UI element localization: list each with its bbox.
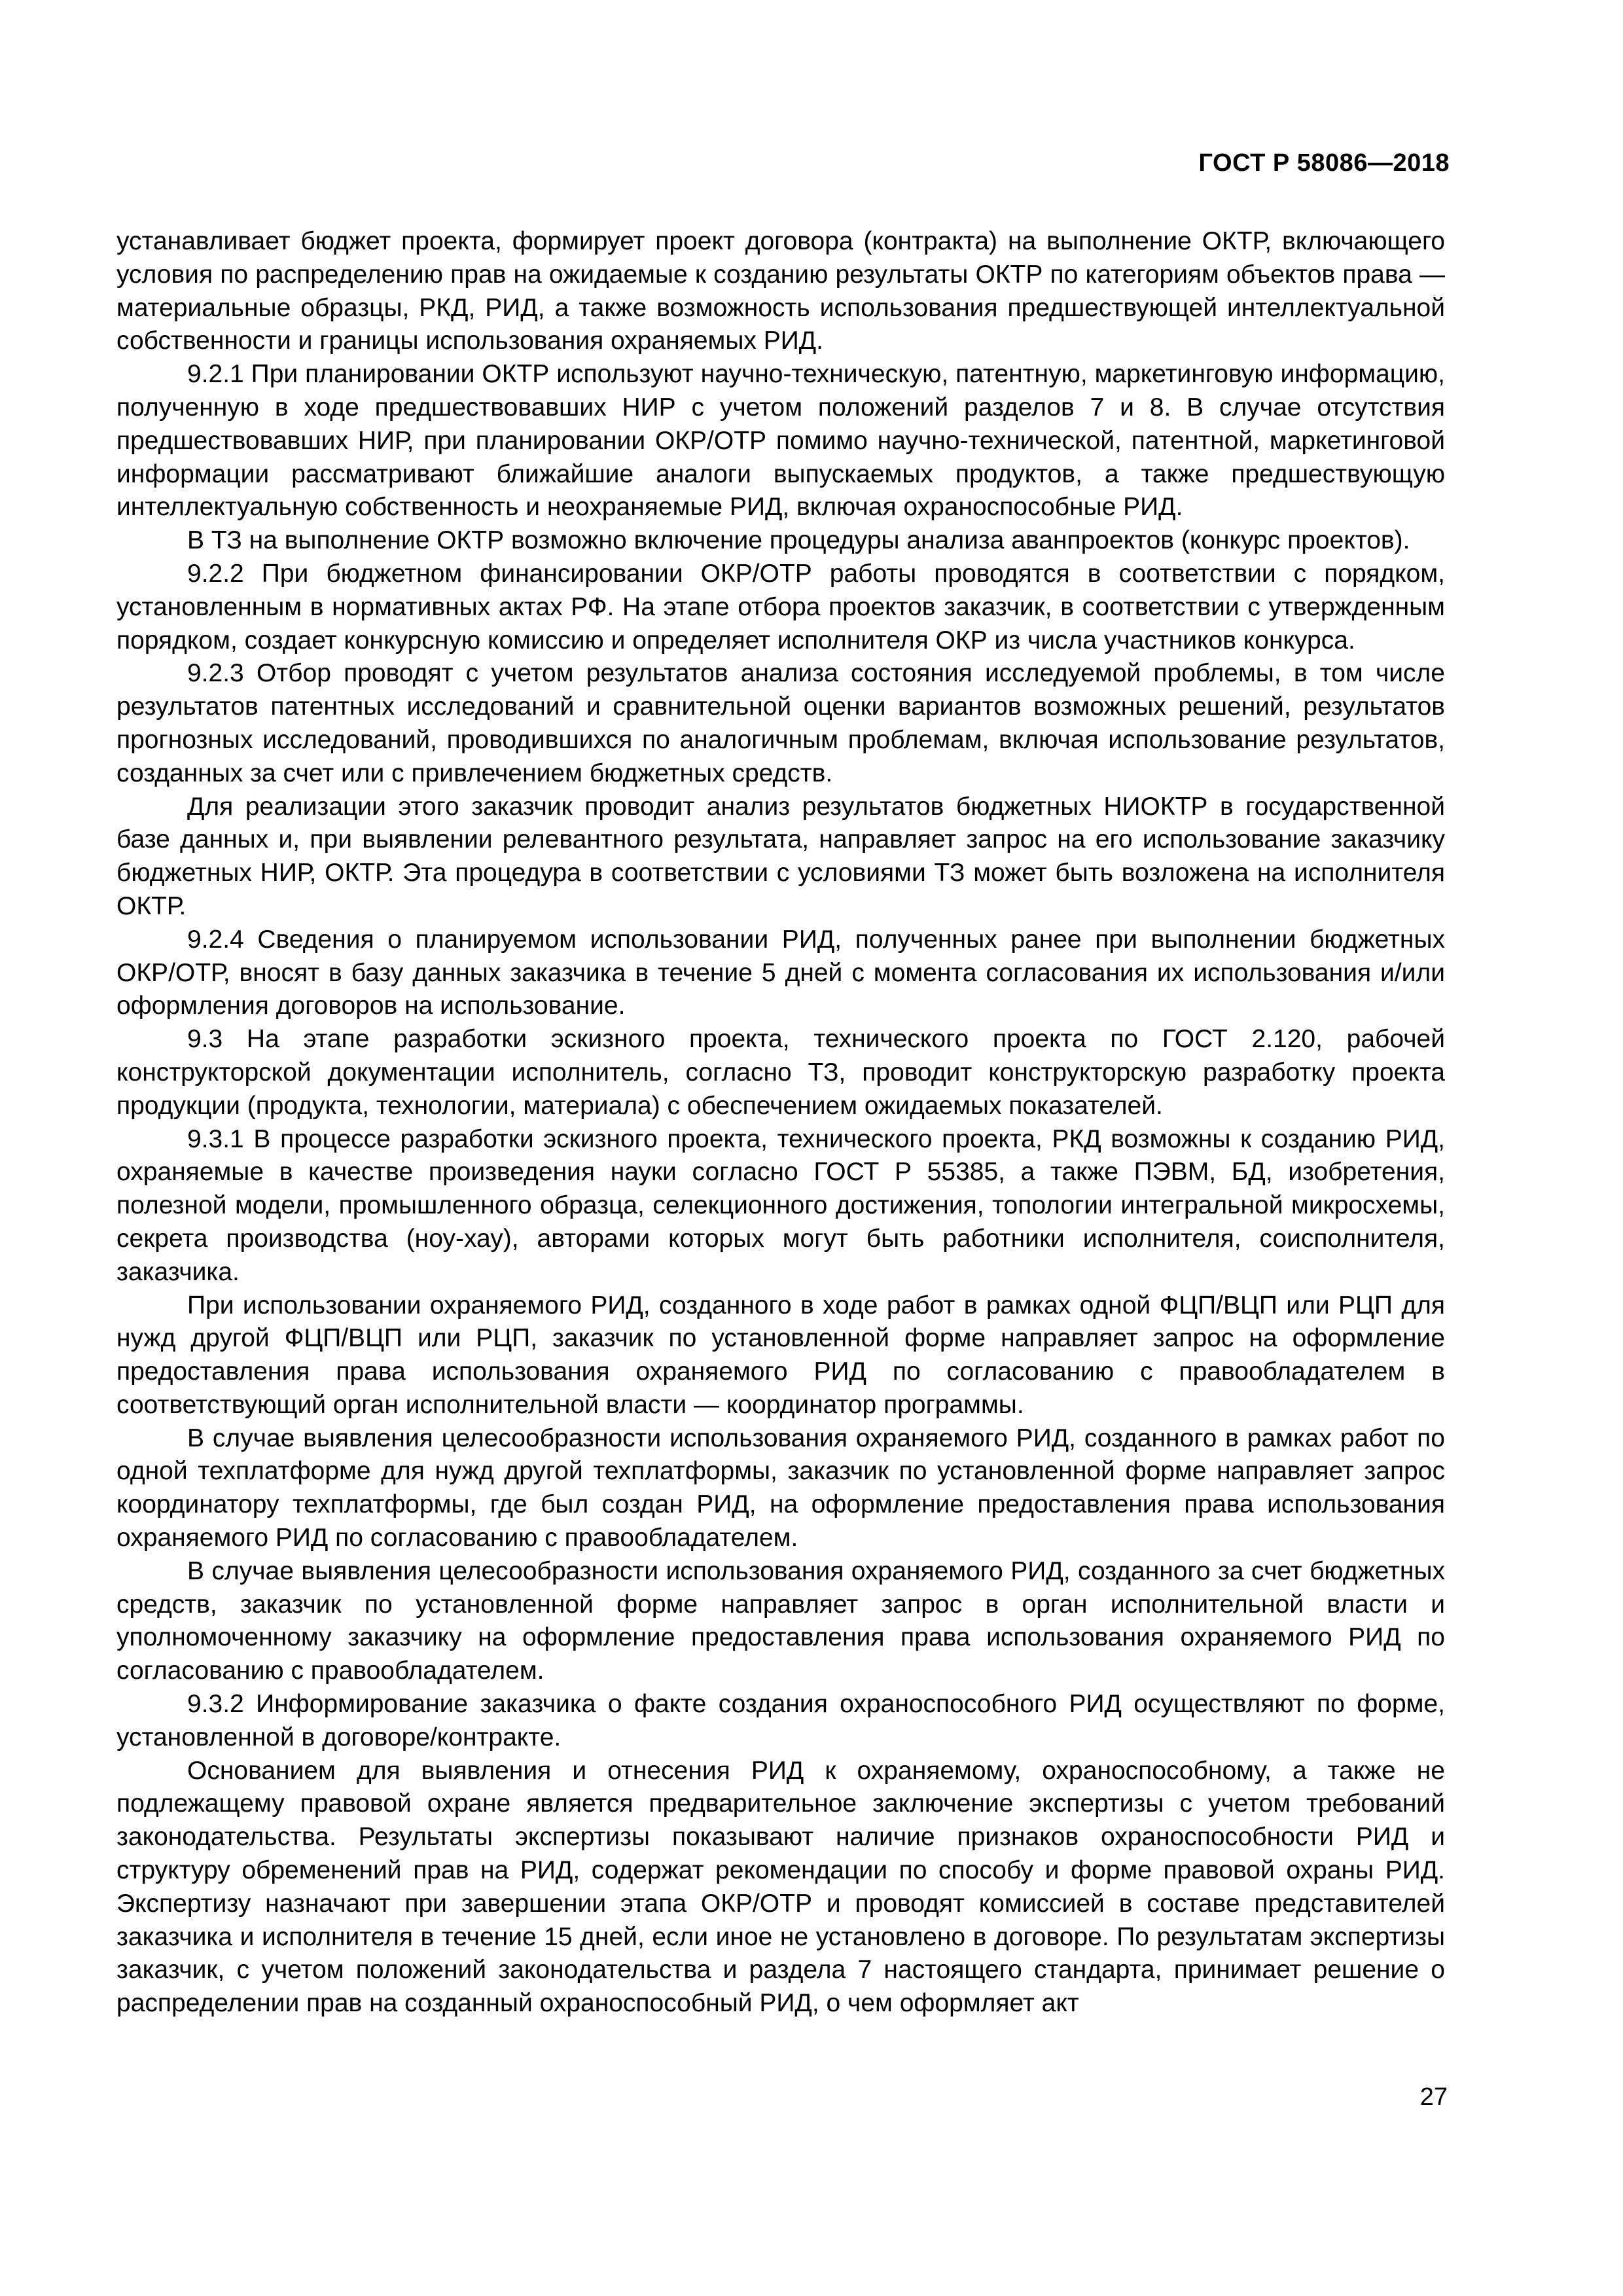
- paragraph-tz-avanproekty: В ТЗ на выполнение ОКТР возможно включение процедуры анализа аванпроектов (конкурс проектов).: [187, 526, 1410, 555]
- paragraph-9-2-3: 9.2.3 Отбор проводят с учетом результатов анализа состояния исследуемой проблемы, в том числе результатов патентных исследований и сравнительной оценки вариантов возможных решений, результатов прогнозных исследований, проводившихся по аналогичным проблемам, включая использование результатов, созданных за счет или с привлечением бюджетных средств.: [116, 659, 1445, 787]
- paragraph-expertise: Основанием для выявления и отнесения РИД к охраняемому, охраноспособному, а также не подлежащему правовой охране является предварительное заключение экспертизы с учетом требований законодательства. Результаты экспертизы показывают наличие признаков охраноспособности РИД и структуру обременений прав на РИД, содержат рекомендации по способу и форме правовой охраны РИД. Экспертизу назначают при завершении этапа ОКР/ОТР и проводят комиссией в составе представителей заказчика и исполнителя в течение 15 дней, если иное не установлено в договоре. По результатам экспертизы заказчик, с учетом положений законодательства и раздела 7 настоящего стандарта, принимает решение о распределении прав на созданный охраноспособный РИД, о чем оформляет акт: [116, 1756, 1445, 2018]
- paragraph-budget-usage: В случае выявления целесообразности использования охраняемого РИД, созданного за счет бюджетных средств, заказчик по установленной форме направляет запрос в орган исполнительной власти и уполномоченному заказчику на оформление предоставления права использования охраняемого РИД по согласованию с правообладателем.: [116, 1556, 1445, 1685]
- paragraph-9-2-1: 9.2.1 При планировании ОКТР используют научно-техническую, патентную, маркетинговую информацию, полученную в ходе предшествовавших НИР с учетом положений разделов 7 и 8. В случае отсутствия предшествовавших НИР, при планировании ОКР/ОТР помимо научно-технической, патентной, маркетинговой информации рассматривают ближайшие аналоги выпускаемых продуктов, а также предшествующую интеллектуальную собственность и неохраняемые РИД, включая охраноспособные РИД.: [116, 360, 1445, 522]
- paragraph-9-2-4: 9.2.4 Сведения о планируемом использовании РИД, полученных ранее при выполнении бюджетных ОКР/ОТР, вносят в базу данных заказчика в течение 5 дней с момента согласования их использования и/или оформления договоров на использование.: [116, 925, 1445, 1020]
- paragraph-9-3-1: 9.3.1 В процессе разработки эскизного проекта, технического проекта, РКД возможны к созданию РИД, охраняемые в качестве произведения науки согласно ГОСТ Р 55385, а также ПЭВМ, БД, изобретения, полезной модели, промышленного образца, селекционного достижения, топологии интегральной микросхемы, секрета производства (ноу-хау), авторами которых могут быть работники исполнителя, соисполнителя, заказчика.: [116, 1124, 1445, 1286]
- page-number: 27: [1419, 2083, 1448, 2111]
- paragraph-9-2-2: 9.2.2 При бюджетном финансировании ОКР/ОТР работы проводятся в соответствии с порядком, установленным в нормативных актах РФ. На этапе отбора проектов заказчик, в соответствии с утвержденным порядком, создает конкурсную комиссию и определяет исполнителя ОКР из числа участников конкурса.: [116, 559, 1445, 655]
- paragraph-continuation: устанавливает бюджет проекта, формирует проект договора (контракта) на выполнение ОКТР, включающего условия по распределению прав на ожидаемые к созданию результаты ОКТР по категориям объектов права — материальные образцы, РКД, РИД, а также возможность использования предшествующей интеллектуальной собственности и границы использования охраняемых РИД.: [116, 227, 1445, 355]
- paragraph-9-3-2: 9.3.2 Информирование заказчика о факте создания охраноспособного РИД осуществляют по форме, установленной в договоре/контракте.: [116, 1690, 1445, 1751]
- paragraph-9-3: 9.3 На этапе разработки эскизного проекта, технического проекта по ГОСТ 2.120, рабочей конструкторской документации исполнитель, согласно ТЗ, проводит конструкторскую разработку проекта продукции (продукта, технологии, материала) с обеспечением ожидаемых показателей.: [116, 1025, 1445, 1120]
- document-body: [116, 225, 1445, 2020]
- paragraph-techplatform-usage: В случае выявления целесообразности использования охраняемого РИД, созданного в рамках работ по одной техплатформе для нужд другой техплатформы, заказчик по установленной форме направляет запрос координатору техплатформы, где был создан РИД, на оформление предоставления права использования охраняемого РИД по согласованию с правообладателем.: [116, 1424, 1445, 1552]
- paragraph-fcp-usage: При использовании охраняемого РИД, созданного в ходе работ в рамках одной ФЦП/ВЦП или РЦП для нужд другой ФЦП/ВЦП или РЦП, заказчик по установленной форме направляет запрос на оформление предоставления права использования охраняемого РИД по согласованию с правообладателем в соответствующий орган исполнительной власти — координатор программы.: [116, 1291, 1445, 1419]
- paragraph-analysis-niokr: Для реализации этого заказчик проводит анализ результатов бюджетных НИОКТР в государственной базе данных и, при выявлении релевантного результата, направляет запрос на его использование заказчику бюджетных НИР, ОКТР. Эта процедура в соответствии с условиями ТЗ может быть возложена на исполнителя ОКТР.: [116, 792, 1445, 920]
- document-code-header: ГОСТ Р 58086—2018: [1198, 149, 1450, 177]
